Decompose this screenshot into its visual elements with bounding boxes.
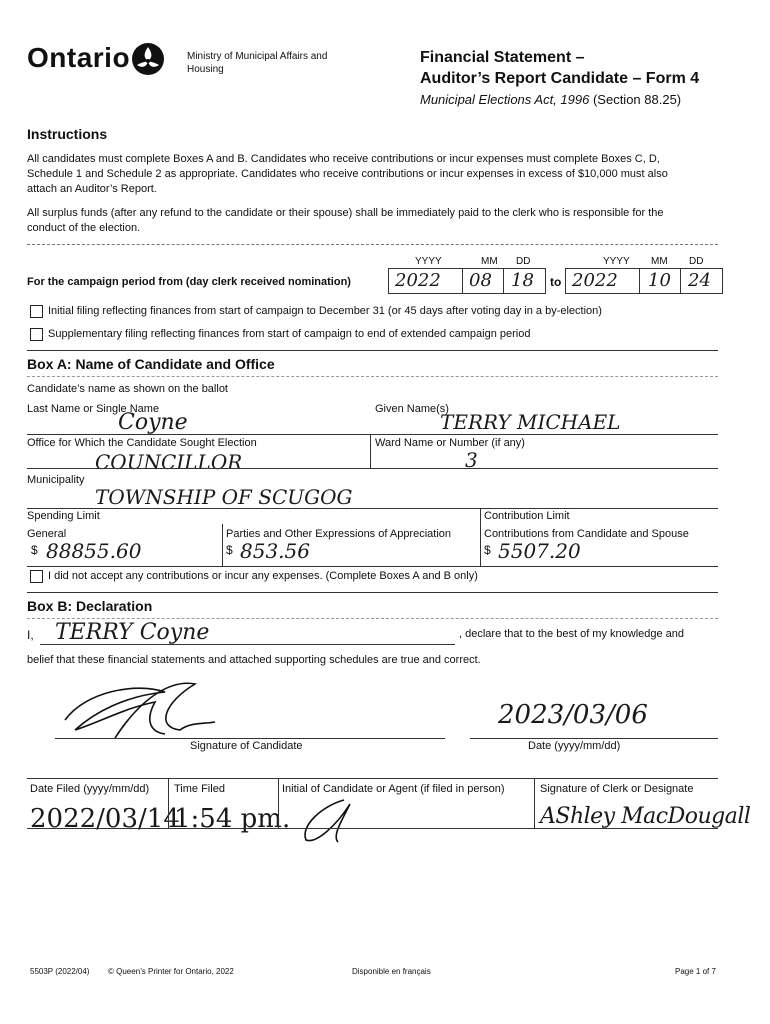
supplementary-filing-checkbox[interactable] [30, 328, 43, 341]
form-title-line2: Auditor’s Report Candidate – Form 4 [420, 70, 700, 87]
dd-label-from: DD [516, 256, 531, 267]
declaration-date-value[interactable]: 2023/03/06 [498, 700, 648, 730]
campaign-period-label: For the campaign period from (day clerk received nomination) [27, 276, 351, 288]
parties-value[interactable]: 853.56 [240, 539, 310, 563]
instructions-heading: Instructions [27, 126, 108, 142]
dd-label-to: DD [689, 256, 704, 267]
spending-limit-label: Spending Limit [27, 510, 100, 522]
period-to-label: to [550, 275, 562, 289]
declaration-date-label: Date (yyyy/mm/dd) [528, 740, 621, 752]
contributions-label: Contributions from Candidate and Spouse [484, 528, 689, 540]
divider [27, 244, 718, 245]
from-day-value: 18 [511, 270, 534, 291]
given-names-label: Given Name(s) [375, 403, 449, 415]
general-label: General [27, 528, 67, 540]
time-filed-label: Time Filed [174, 783, 225, 795]
general-dollar: $ [31, 543, 38, 557]
box-b-title: Box B: Declaration [27, 598, 153, 614]
instructions-para-2: All surplus funds (after any refund to the candidate or their spouse) shall be immediately paid to the clerk who is responsible for the conduct of the election. [27, 207, 664, 234]
signature-of-candidate-label: Signature of Candidate [190, 740, 303, 752]
last-name-value[interactable]: Coyne [118, 410, 188, 435]
ballot-name-label: Candidate’s name as shown on the ballot [27, 383, 228, 395]
footer-french: Disponible en français [352, 967, 431, 976]
act-reference [420, 92, 681, 107]
declaration-i: I, [27, 628, 34, 642]
supplementary-filing-label: Supplementary filing reflecting finances from start of campaign to end of extended campaign period [48, 328, 531, 340]
act-name: Municipal Elections Act, 1996 [420, 92, 590, 107]
act-section: (Section 88.25) [592, 92, 682, 107]
general-value[interactable]: 88855.60 [46, 539, 142, 563]
trillium-logo-icon [131, 42, 165, 76]
municipality-label: Municipality [27, 474, 85, 486]
clerk-signature-label: Signature of Clerk or Designate [540, 783, 694, 795]
to-month-value: 10 [648, 270, 671, 291]
clerk-signature[interactable]: AShley MacDougall [540, 804, 751, 829]
footer-copyright: © Queen’s Printer for Ontario, 2022 [108, 967, 234, 976]
mm-label-from: MM [481, 256, 498, 267]
candidate-initial-mark[interactable] [292, 796, 362, 846]
declaration-text: , declare that to the best of my knowledge and [459, 628, 685, 640]
from-month-value: 08 [469, 270, 492, 291]
contribution-limit-label: Contribution Limit [484, 510, 570, 522]
ward-label: Ward Name or Number (if any) [375, 437, 525, 449]
last-name-label: Last Name or Single Name [27, 403, 160, 415]
ministry-name: Ministry of Municipal Affairs and Housing [187, 51, 328, 75]
candidate-signature[interactable] [55, 672, 255, 742]
from-year-value: 2022 [395, 270, 441, 291]
to-year-value: 2022 [572, 270, 618, 291]
given-names-value[interactable]: TERRY MICHAEL [440, 410, 621, 434]
yyyy-label-to: YYYY [603, 256, 630, 267]
municipality-value[interactable]: TOWNSHIP OF SCUGOG [95, 485, 353, 509]
date-filed-value[interactable]: 2022/03/14 [30, 804, 180, 834]
initial-filing-checkbox[interactable] [30, 305, 43, 318]
contributions-dollar: $ [484, 543, 491, 557]
belief-text: belief that these financial statements and attached supporting schedules are true and correct. [27, 654, 481, 666]
form-title-line1: Financial Statement – [420, 49, 585, 66]
no-contributions-label: I did not accept any contributions or incur any expenses. (Complete Boxes A and B only) [48, 570, 478, 582]
yyyy-label-from: YYYY [415, 256, 442, 267]
period-to-fields[interactable] [565, 268, 723, 294]
mm-label-to: MM [651, 256, 668, 267]
box-a-title: Box A: Name of Candidate and Office [27, 356, 275, 372]
initial-filing-label: Initial filing reflecting finances from start of campaign to December 31 (or 45 days after voting day in a by-election) [48, 305, 602, 317]
footer-page-number: Page 1 of 7 [675, 967, 716, 976]
office-value[interactable]: COUNCILLOR [95, 450, 243, 474]
declarant-name-value[interactable]: TERRY Coyne [55, 620, 210, 645]
to-day-value: 24 [688, 270, 711, 291]
period-from-fields[interactable] [388, 268, 546, 294]
footer-form-code: 5503P (2022/04) [30, 967, 90, 976]
contributions-value[interactable]: 5507.20 [498, 539, 581, 563]
date-filed-label: Date Filed (yyyy/mm/dd) [30, 783, 150, 795]
ontario-wordmark: Ontario [27, 42, 131, 73]
parties-label: Parties and Other Expressions of Appreciation [226, 528, 452, 540]
instructions-para-1: All candidates must complete Boxes A and B. Candidates who receive contributions or incur expenses must complete Boxes C, D, Schedule 1 and Schedule 2 as appropriate. Candidates who receive contributions or incur expenses in excess of $10,000 must also attach an Auditor’s Report. [27, 153, 668, 195]
parties-dollar: $ [226, 543, 233, 557]
office-label: Office for Which the Candidate Sought Election [27, 437, 257, 449]
time-filed-value[interactable]: 1:54 pm. [174, 804, 291, 834]
no-contributions-checkbox[interactable] [30, 570, 43, 583]
initial-candidate-label: Initial of Candidate or Agent (if filed in person) [282, 783, 505, 795]
ward-value[interactable]: 3 [465, 448, 478, 472]
